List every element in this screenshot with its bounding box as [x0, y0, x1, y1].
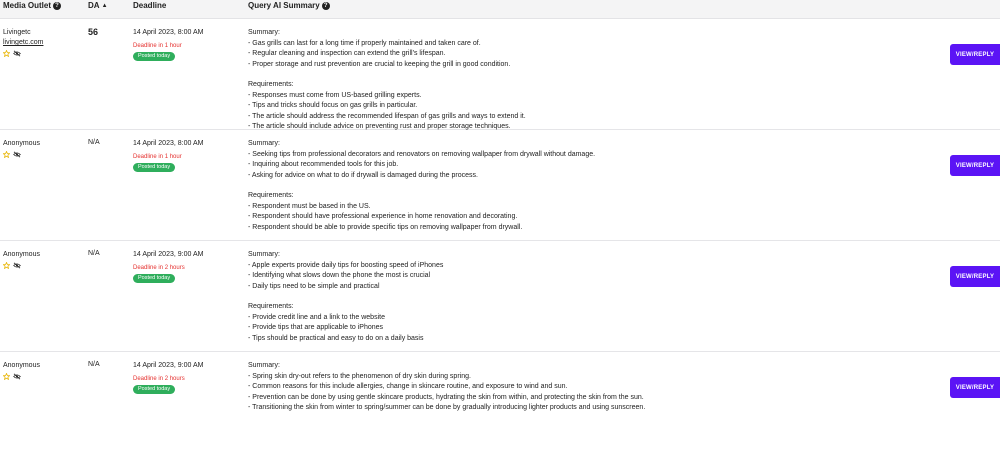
summary-heading: Summary:	[248, 29, 280, 36]
sort-asc-icon: ▲	[101, 2, 108, 9]
outlet-name: Livingetc	[3, 29, 31, 36]
requirements-heading: Requirements:	[248, 81, 294, 88]
posted-badge: Posted today	[133, 163, 175, 172]
table-header	[0, 0, 1000, 19]
hide-icon[interactable]	[13, 262, 21, 273]
query-summary	[248, 28, 928, 133]
summary-heading: Summary:	[248, 362, 280, 369]
deadline-warning: Deadline in 2 hours	[133, 376, 185, 382]
outlet-name: Anonymous	[3, 362, 40, 369]
requirement-line: - Respondent should be able to provide specific tips on removing wallpaper from drywall.	[248, 223, 523, 231]
requirement-line: - Respondent should have professional experience in home renovation and decorating.	[248, 213, 518, 220]
hide-icon[interactable]	[13, 50, 21, 61]
query-summary	[248, 250, 928, 344]
view-reply-button[interactable]: VIEW/REPLY	[950, 266, 1000, 287]
deadline-cell	[133, 361, 243, 394]
posted-badge: Posted today	[133, 52, 175, 61]
outlet-link[interactable]: livingetc.com	[3, 39, 44, 46]
col-da-label: DA	[88, 1, 100, 10]
domain-authority: N/A	[88, 139, 100, 146]
hide-icon[interactable]	[13, 151, 21, 162]
view-reply-button[interactable]: VIEW/REPLY	[950, 155, 1000, 176]
outlet-name: Anonymous	[3, 140, 40, 147]
summary-line: - Daily tips need to be simple and practical	[248, 282, 380, 290]
requirement-line: - Provide credit line and a link to the website	[248, 313, 385, 321]
requirement-line: - Provide tips that are applicable to iPhones	[248, 324, 384, 331]
requirements-heading: Requirements:	[248, 303, 294, 310]
media-outlet	[3, 28, 83, 61]
summary-line: - Gas grills can last for a long time if properly maintained and taken care of.	[248, 39, 481, 47]
summary-line: - Seeking tips from professional decorators and renovators on removing wallpaper from drywall without damage.	[248, 150, 596, 158]
summary-line: - Proper storage and rust prevention are crucial to keeping the grill in good condition.	[248, 60, 511, 68]
query-row	[0, 19, 1000, 130]
domain-authority: N/A	[88, 361, 100, 368]
summary-line: - Transitioning the skin from winter to spring/summer can be done by gradually introducing lighter products and using sunscreen.	[248, 404, 646, 411]
star-icon[interactable]	[3, 262, 10, 273]
col-query-summary[interactable]	[248, 1, 330, 10]
summary-line: - Spring skin dry-out refers to the phenomenon of dry skin during spring.	[248, 372, 471, 380]
query-row	[0, 352, 1000, 462]
summary-line: - Inquiring about recommended tools for this job.	[248, 161, 399, 168]
summary-heading: Summary:	[248, 251, 280, 258]
deadline-warning: Deadline in 1 hour	[133, 43, 182, 49]
star-icon[interactable]	[3, 50, 10, 61]
requirement-line: - The article should include advice on preventing rust and proper storage techniques.	[248, 123, 511, 130]
posted-badge: Posted today	[133, 274, 175, 283]
deadline-warning: Deadline in 2 hours	[133, 265, 185, 271]
view-reply-button[interactable]: VIEW/REPLY	[950, 377, 1000, 398]
domain-authority: N/A	[88, 250, 100, 257]
deadline-date: 14 April 2023, 9:00 AM	[133, 251, 204, 258]
col-media-outlet[interactable]	[3, 1, 61, 10]
outlet-name: Anonymous	[3, 251, 40, 258]
col-da[interactable]	[88, 1, 108, 10]
summary-line: - Identifying what slows down the phone the most is crucial	[248, 272, 431, 279]
view-reply-button[interactable]: VIEW/REPLY	[950, 44, 1000, 65]
requirements-heading: Requirements:	[248, 192, 294, 199]
query-row	[0, 130, 1000, 241]
query-list	[0, 19, 1000, 462]
col-deadline[interactable]	[133, 1, 166, 10]
col-deadline-label: Deadline	[133, 1, 167, 10]
star-icon[interactable]	[3, 373, 10, 384]
deadline-date: 14 April 2023, 9:00 AM	[133, 362, 204, 369]
deadline-cell	[133, 250, 243, 283]
summary-line: - Prevention can be done by using gentle skincare products, hydrating the skin from within, and protecting the skin from the sun.	[248, 393, 644, 401]
domain-authority: 56	[88, 27, 99, 37]
query-row	[0, 241, 1000, 352]
summary-heading: Summary:	[248, 140, 280, 147]
star-icon[interactable]	[3, 151, 10, 162]
query-summary	[248, 139, 928, 233]
posted-badge: Posted today	[133, 385, 175, 394]
summary-line: - Common reasons for this include allergies, change in skincare routine, and exposure to wind and sun.	[248, 383, 568, 390]
requirement-line: - Respondent must be based in the US.	[248, 202, 371, 210]
deadline-date: 14 April 2023, 8:00 AM	[133, 140, 204, 147]
summary-line: - Regular cleaning and inspection can extend the grill's lifespan.	[248, 50, 446, 57]
col-query-summary-label: Query AI Summary	[248, 1, 320, 10]
requirement-line: - Responses must come from US-based grilling experts.	[248, 91, 422, 99]
help-icon[interactable]: ?	[322, 2, 330, 10]
col-media-outlet-label: Media Outlet	[3, 1, 52, 10]
media-outlet	[3, 139, 83, 162]
deadline-cell	[133, 28, 243, 61]
requirement-line: - Tips should be practical and easy to do on a daily basis	[248, 334, 424, 342]
requirement-line: - The article should address the recommended lifespan of gas grills and ways to extend it.	[248, 112, 526, 120]
deadline-cell	[133, 139, 243, 172]
requirement-line: - Tips and tricks should focus on gas grills in particular.	[248, 102, 418, 109]
deadline-warning: Deadline in 1 hour	[133, 154, 182, 160]
summary-line: - Asking for advice on what to do if drywall is damaged during the process.	[248, 171, 478, 179]
help-icon[interactable]: ?	[53, 2, 61, 10]
media-outlet	[3, 361, 83, 384]
query-summary	[248, 361, 928, 414]
hide-icon[interactable]	[13, 373, 21, 384]
summary-line: - Apple experts provide daily tips for boosting speed of iPhones	[248, 261, 444, 269]
deadline-date: 14 April 2023, 8:00 AM	[133, 29, 204, 36]
media-outlet	[3, 250, 83, 273]
